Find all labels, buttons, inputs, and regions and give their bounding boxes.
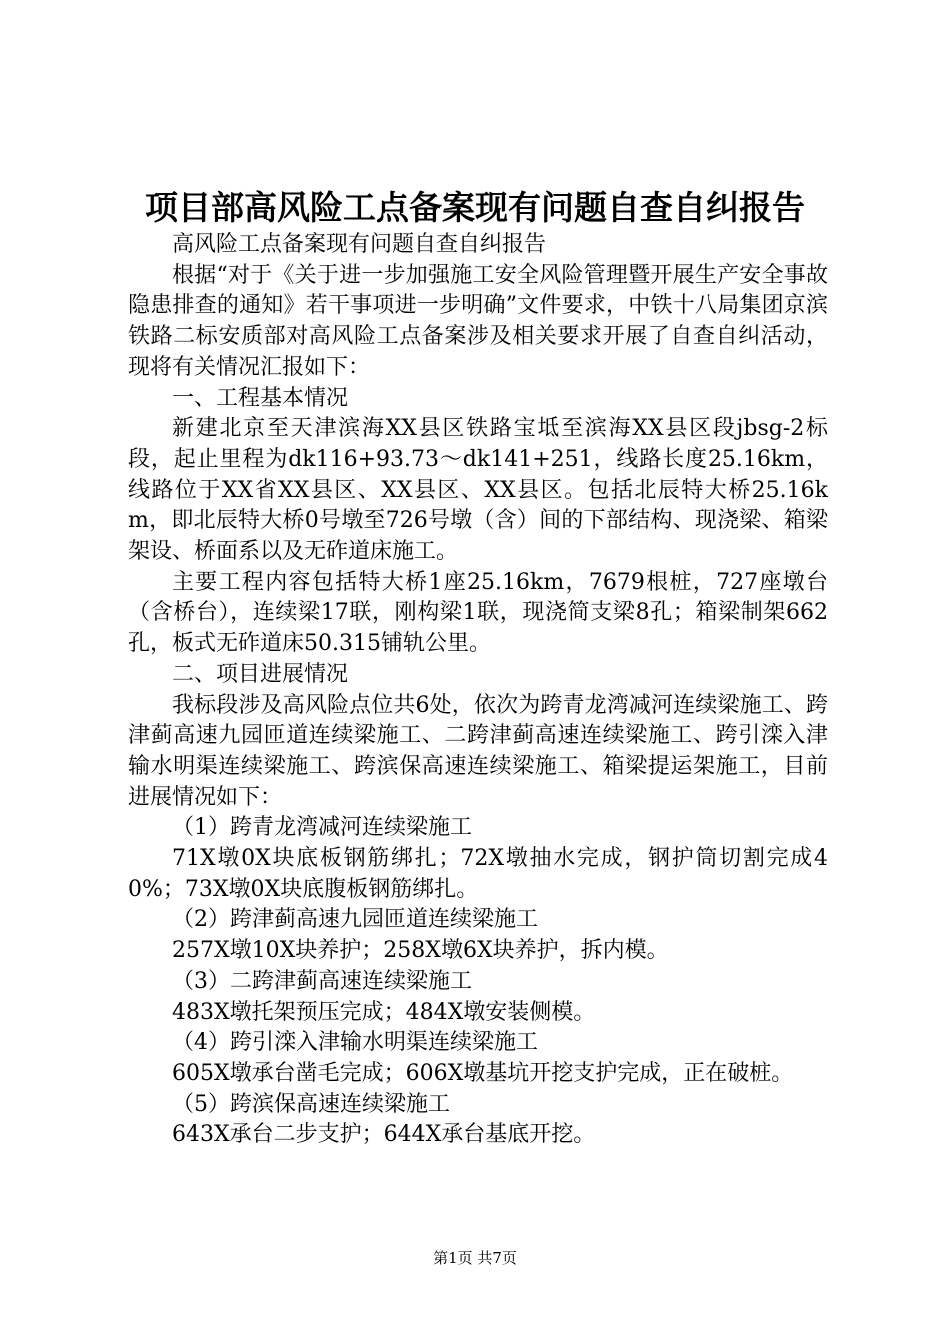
paragraph-risk-points: 我标段涉及高风险点位共6处，依次为跨青龙湾减河连续梁施工、跨津蓟高速九园匝道连续梁施工、二跨津蓟高速连续梁施工、跨引滦入津输水明渠连续梁施工、跨滨保高速连续梁施工、箱梁提运架施工，目前进展情况如下： — [128, 692, 828, 810]
document-body — [128, 230, 828, 1151]
subheading-3: （3）二跨津蓟高速连续梁施工 — [172, 968, 472, 994]
paragraph-progress-1: 71X墩0X块底板钢筋绑扎；72X墩抽水完成，钢护筒切割完成40%；73X墩0X块底腹板钢筋绑扎。 — [128, 846, 828, 902]
paragraph-progress-2: 257X墩10X块养护；258X墩6X块养护，拆内模。 — [172, 938, 669, 964]
paragraph-subtitle: 高风险工点备案现有问题自查自纠报告 — [172, 232, 547, 257]
paragraph-progress-5: 643X承台二步支护；644X承台基底开挖。 — [172, 1122, 596, 1148]
paragraph-project-overview: 新建北京至天津滨海XX县区铁路宝坻至滨海XX县区段jbsg-2标段，起止里程为dk116+93.73～dk141+251，线路长度25.16km，线路位于XX省XX县区、XX县区、XX县区。包括北辰特大桥25.16km，即北辰特大桥0号墩至726号墩（含）间的下部结构、现浇梁、箱梁架设、桥面系以及无砟道床施工。 — [128, 416, 828, 565]
page-footer: 第1页 共7页 — [433, 1249, 517, 1267]
section-heading-1: 一、工程基本情况 — [172, 385, 349, 411]
subheading-5: （5）跨滨保高速连续梁施工 — [172, 1091, 450, 1117]
subheading-4: （4）跨引滦入津输水明渠连续梁施工 — [172, 1030, 538, 1056]
paragraph-progress-4: 605X墩承台凿毛完成；606X墩基坑开挖支护完成，正在破桩。 — [172, 1060, 794, 1086]
paragraph-progress-3: 483X墩托架预压完成；484X墩安装侧模。 — [172, 999, 596, 1025]
document-title: 项目部高风险工点备案现有问题自查自纠报告 — [145, 188, 805, 227]
paragraph-intro: 根据“对于《关于进一步加强施工安全风险管理暨开展生产安全事故隐患排查的通知》若干事项进一步明确”文件要求，中铁十八局集团京滨铁路二标安质部对高风险工点备案涉及相关要求开展了自查自纠活动，现将有关情况汇报如下： — [128, 262, 828, 380]
paragraph-main-works: 主要工程内容包括特大桥1座25.16km，7679根桩，727座墩台（含桥台），连续梁17联，刚构梁1联，现浇简支梁8孔；箱梁制架662孔，板式无砟道床50.315铺轨公里。 — [128, 569, 828, 657]
section-heading-2: 二、项目进展情况 — [172, 661, 349, 687]
subheading-2: （2）跨津蓟高速九园匝道连续梁施工 — [172, 907, 538, 933]
subheading-1: （1）跨青龙湾减河连续梁施工 — [172, 815, 472, 841]
